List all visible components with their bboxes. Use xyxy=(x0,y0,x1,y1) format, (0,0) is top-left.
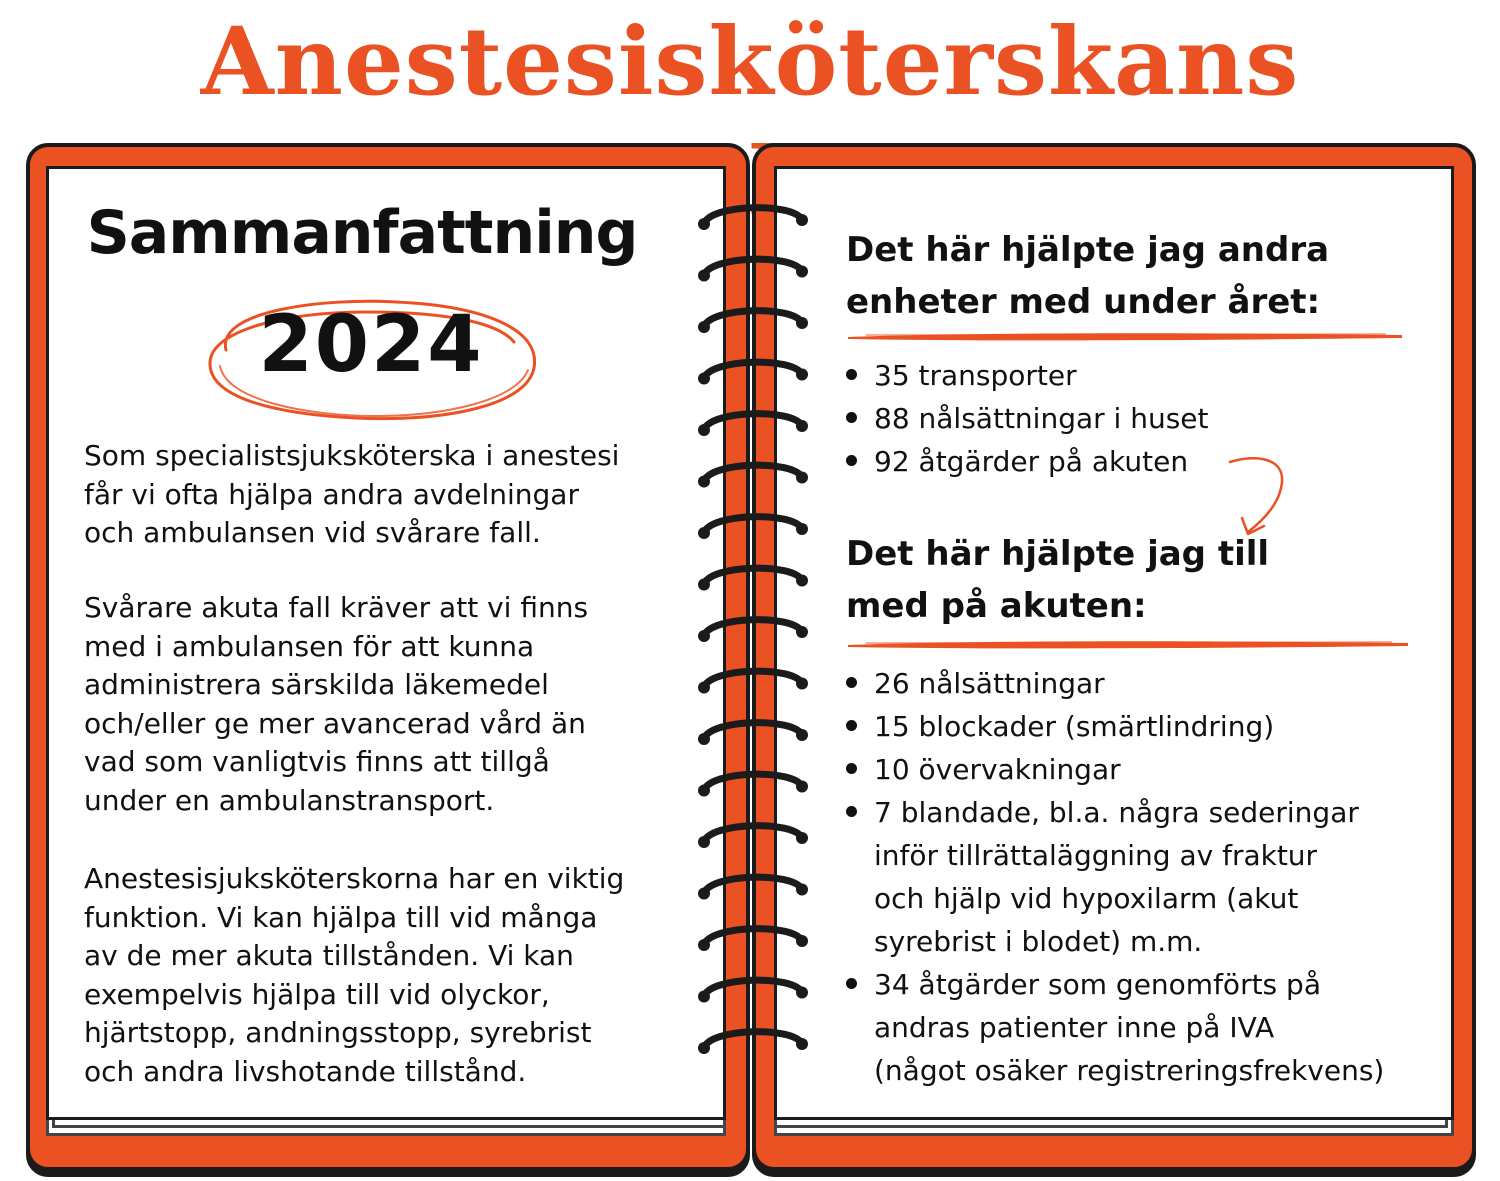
item-line: 92 åtgärder på akuten xyxy=(874,445,1189,478)
spiral-ring xyxy=(698,774,808,796)
text-line: och/eller ge mer avancerad vård än xyxy=(84,706,586,740)
bullet-icon xyxy=(846,720,857,731)
spiral-ring xyxy=(698,723,808,745)
section2-heading xyxy=(846,528,1446,632)
section1-heading xyxy=(846,224,1446,328)
list-item xyxy=(846,748,1446,791)
spiral-ring xyxy=(698,208,808,230)
spiral-ring xyxy=(698,414,808,436)
item-line: syrebrist i blodet) m.m. xyxy=(874,925,1203,958)
spiral-ring xyxy=(698,620,808,642)
bullet-icon xyxy=(846,763,857,774)
spiral-ring xyxy=(698,1032,808,1054)
paragraph-function xyxy=(84,860,684,1091)
spiral-ring xyxy=(698,568,808,590)
text-line: exempelvis hjälpa till vid olyckor, xyxy=(84,977,550,1011)
bullet-icon xyxy=(846,369,857,380)
section2-list xyxy=(846,662,1446,1092)
heading-line: enheter med under året: xyxy=(846,282,1321,322)
text-line: funktion. Vi kan hjälpa till vid många xyxy=(84,900,598,934)
list-item xyxy=(846,397,1446,440)
bullet-icon xyxy=(846,412,857,423)
text-line: under en ambulanstransport. xyxy=(84,783,495,817)
item-line: 10 övervakningar xyxy=(874,753,1121,786)
item-line: 34 åtgärder som genomförts på xyxy=(874,968,1321,1001)
item-line: inför tillrättaläggning av fraktur xyxy=(874,839,1318,872)
heading-line: Det här hjälpte jag till xyxy=(846,534,1270,574)
text-line: med i ambulansen för att kunna xyxy=(84,629,535,663)
item-line: 26 nålsättningar xyxy=(874,667,1105,700)
text-line: Svårare akuta fall kräver att vi finns xyxy=(84,591,589,624)
text-line: får vi ofta hjälpa andra avdelningar xyxy=(84,477,579,511)
item-line: andras patienter inne på IVA xyxy=(874,1011,1275,1044)
text-line: och ambulansen vid svårare fall. xyxy=(84,516,541,549)
text-line: och andra livshotande tillstånd. xyxy=(84,1054,527,1088)
spiral-ring xyxy=(698,311,808,333)
text-line: Anestesisjuksköterskorna har en viktig xyxy=(84,862,625,895)
item-line: (något osäker registreringsfrekvens) xyxy=(874,1054,1385,1087)
text-line: av de mer akuta tillstånden. Vi kan xyxy=(84,939,574,972)
summary-heading: Sammanfattning xyxy=(86,198,638,268)
spiral-ring xyxy=(698,929,808,951)
year-badge xyxy=(196,290,546,430)
paragraph-intro xyxy=(84,437,684,553)
text-line: administrera särskilda läkemedel xyxy=(84,668,549,701)
text-line: Som specialistsjuksköterska i anestesi xyxy=(84,439,620,472)
heading-line: med på akuten: xyxy=(846,586,1147,626)
bullet-icon xyxy=(846,455,857,466)
text-line: vad som vanligtvis finns att tillgå xyxy=(84,745,550,778)
paragraph-ambulance xyxy=(84,589,684,820)
list-item xyxy=(846,354,1446,397)
spiral-ring xyxy=(698,980,808,1002)
spiral-ring xyxy=(698,826,808,848)
spiral-ring xyxy=(698,259,808,281)
item-line: 35 transporter xyxy=(874,359,1077,392)
bullet-icon xyxy=(846,806,857,817)
list-item xyxy=(846,963,1446,1092)
section1-underline xyxy=(846,330,1406,344)
spiral-ring xyxy=(698,877,808,899)
section1-list xyxy=(846,354,1446,483)
list-item xyxy=(846,791,1446,963)
section2-underline xyxy=(846,638,1412,652)
spiral-ring xyxy=(698,362,808,384)
item-line: 88 nålsättningar i huset xyxy=(874,402,1209,435)
spiral-ring xyxy=(698,671,808,693)
list-item xyxy=(846,440,1446,483)
bullet-icon xyxy=(846,978,857,989)
list-item xyxy=(846,705,1446,748)
list-item xyxy=(846,662,1446,705)
item-line: och hjälp vid hypoxilarm (akut xyxy=(874,882,1299,915)
spiral-ring xyxy=(698,517,808,539)
item-line: 7 blandade, bl.a. några sederingar xyxy=(874,796,1359,829)
bullet-icon xyxy=(846,677,857,688)
text-line: hjärtstopp, andningsstopp, syrebrist xyxy=(84,1016,592,1049)
item-line: 15 blockader (smärtlindring) xyxy=(874,710,1275,743)
diary-title: Anestesisköterskans xyxy=(200,7,1300,117)
heading-line: Det här hjälpte jag andra xyxy=(846,230,1330,270)
year-label: 2024 xyxy=(258,300,484,390)
spiral-ring xyxy=(698,465,808,487)
spiral-binding xyxy=(690,190,820,1110)
